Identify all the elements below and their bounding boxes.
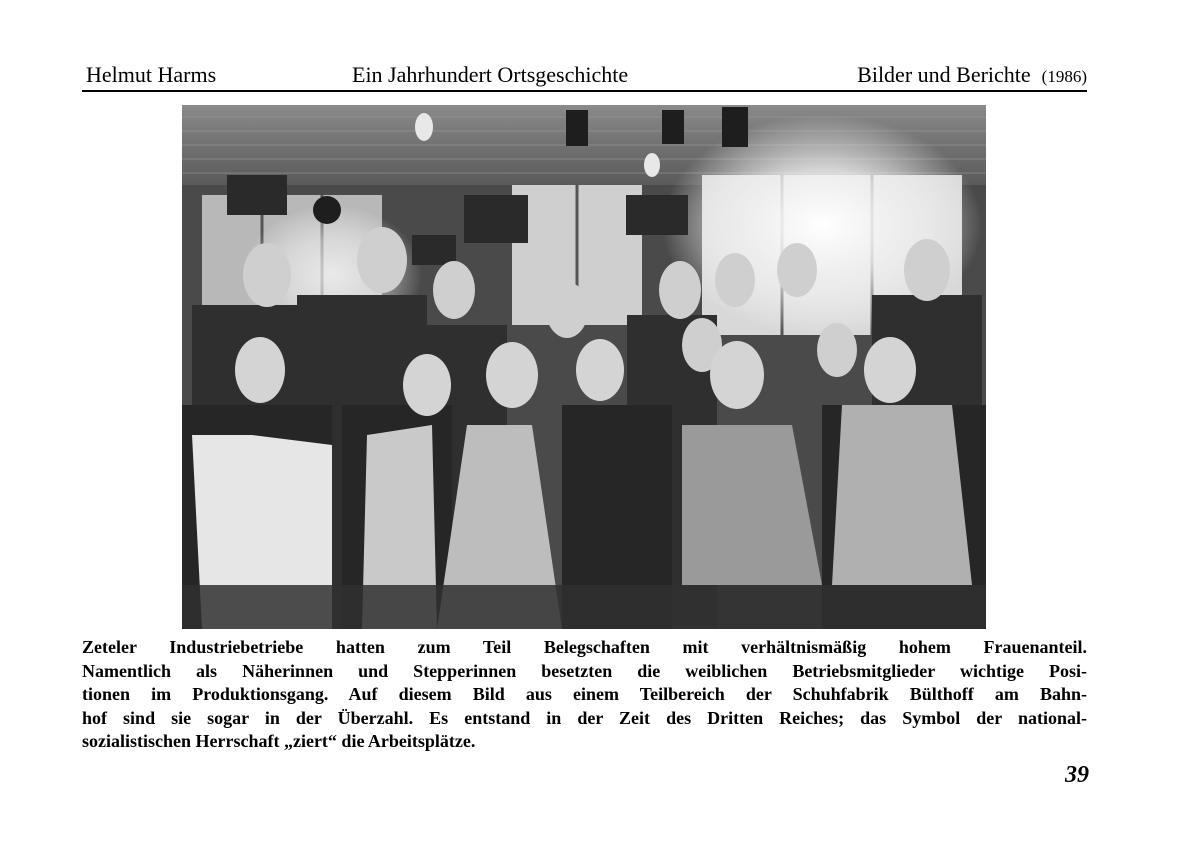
- caption-line: tionen im Produktionsgang. Auf diesem Bild aus einem Teilbereich der Schuhfabrik Bülthoff am Bahn-: [82, 684, 1087, 704]
- header-author: Helmut Harms: [86, 62, 217, 87]
- historical-photo: [182, 105, 986, 629]
- header-year: (1986): [1041, 67, 1087, 86]
- caption-line: Namentlich als Näherinnen und Stepperinnen besetzten die weiblichen Betriebsmitglieder wichtige Posi-: [82, 660, 1087, 681]
- page-header: [82, 60, 1087, 92]
- header-series-title: Bilder und Berichte: [857, 62, 1031, 87]
- caption-line: Zeteler Industriebetriebe hatten zum Teil Belegschaften mit verhältnismäßig hohem Frauenanteil.: [82, 637, 1087, 657]
- header-book-title: Ein Jahrhundert Ortsgeschichte: [352, 62, 629, 87]
- caption-line: sozialistischen Herrschaft „ziert“ die Arbeitsplätze.: [82, 731, 476, 751]
- header-series: [857, 62, 1087, 90]
- page-number: 39: [1065, 762, 1089, 788]
- group-photo-illustration: [182, 105, 986, 629]
- caption-line: hof sind sie sogar in der Überzahl. Es entstand in der Zeit des Dritten Reiches; das Symbol der national-: [82, 707, 1087, 728]
- photo-caption: [82, 636, 1087, 754]
